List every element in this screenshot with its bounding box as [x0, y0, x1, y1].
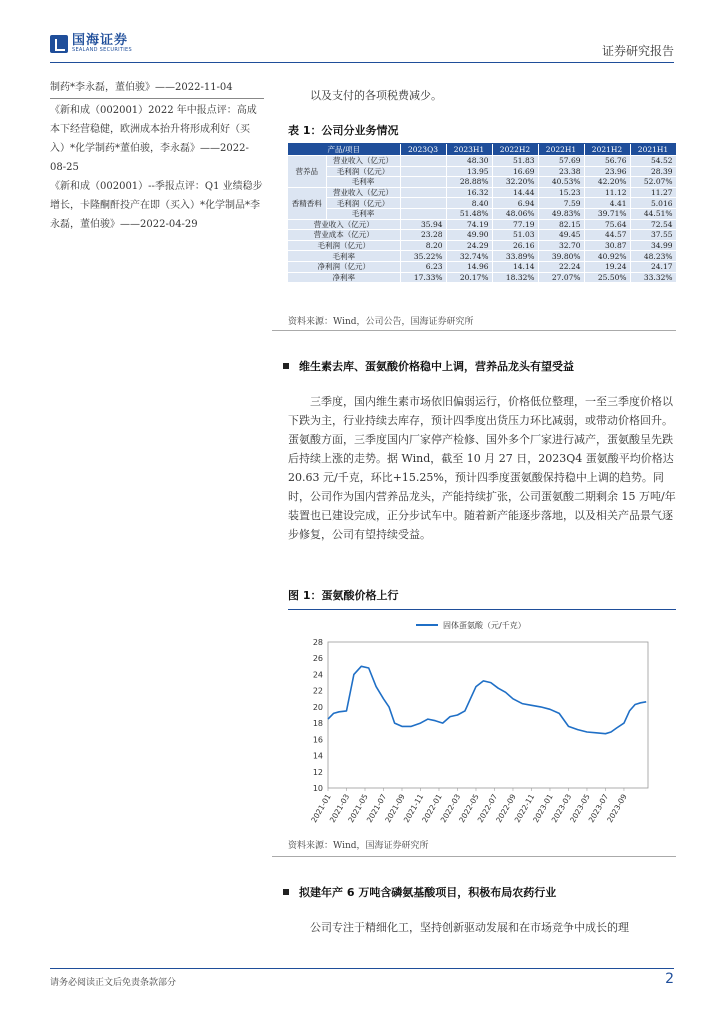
- table-cell: 23.28: [400, 230, 446, 241]
- table1-source: [288, 314, 676, 327]
- table-cell: [400, 198, 446, 209]
- figure1-source-text: 资料来源：Wind，国海证券研究所: [288, 841, 429, 851]
- table-row: [288, 177, 676, 188]
- table-cell: 39.71%: [584, 208, 630, 219]
- figure1-caption-line: [288, 609, 676, 610]
- table-cell: [400, 187, 446, 198]
- x-tick-label: 2022-03: [438, 792, 463, 825]
- table-row: [288, 272, 676, 283]
- table-label-cell: 毛利率: [326, 177, 400, 188]
- section1-body: [288, 392, 676, 544]
- table-cell: 33.89%: [492, 251, 538, 262]
- table-header-cell: 产品/项目: [288, 144, 400, 156]
- logo-en: SEALAND SECURITIES: [72, 47, 132, 53]
- x-tick-label: 2021-03: [327, 792, 352, 825]
- table-row: [288, 240, 676, 251]
- x-tick-label: 2022-07: [475, 792, 500, 825]
- table-cell: 48.23%: [630, 251, 676, 262]
- table-cell: 15.23: [538, 187, 584, 198]
- table-row: [288, 198, 676, 209]
- page-number: 2: [665, 971, 674, 987]
- table-cell: 24.17: [630, 261, 676, 272]
- table-cell: 32.20%: [492, 177, 538, 188]
- x-tick-label: 2021-11: [401, 792, 426, 825]
- figure1-caption-wrap: [288, 587, 676, 610]
- table-header-cell: 2021H1: [630, 144, 676, 156]
- x-tick-label: 2021-09: [383, 792, 407, 825]
- table-cell: 23.96: [584, 166, 630, 177]
- table-cell: 8.20: [400, 240, 446, 251]
- table-cell: 44.57: [584, 230, 630, 241]
- table-row: [288, 219, 676, 230]
- table-cell: 49.90: [446, 230, 492, 241]
- header-divider: [50, 62, 674, 63]
- table-cell: 56.76: [584, 156, 630, 167]
- table-cell: 27.07%: [538, 272, 584, 283]
- table1-caption-wrap: [288, 122, 676, 144]
- related-report-divider: [50, 98, 264, 99]
- table-cell: 42.20%: [584, 177, 630, 188]
- section1-title: 维生素去库、蛋氨酸价格稳中上调，营养品龙头有望受益: [299, 360, 574, 373]
- table-cell: 35.22%: [400, 251, 446, 262]
- table-label-cell: 营业收入（亿元）: [326, 187, 400, 198]
- table-group-cell: 营养品: [288, 156, 326, 188]
- table-header-cell: 2023H1: [446, 144, 492, 156]
- table-cell: 7.59: [538, 198, 584, 209]
- related-report-item: 《新和成（002001）2022 年中报点评：高成本下经营稳健，欧洲成本抬升将形成利好（买入）*化学制药*董伯骏，李永磊》——2022-08-25: [50, 105, 257, 173]
- table-cell: 48.30: [446, 156, 492, 167]
- table-cell: 35.94: [400, 219, 446, 230]
- legend-label: 固体蛋氨酸（元/千克）: [443, 621, 526, 630]
- table-cell: 24.29: [446, 240, 492, 251]
- table-cell: 57.69: [538, 156, 584, 167]
- table-cell: 25.50%: [584, 272, 630, 283]
- table-cell: 34.99: [630, 240, 676, 251]
- table1-source-text: 资料来源：Wind，公司公告，国海证券研究所: [288, 317, 474, 327]
- table-cell: 8.40: [446, 198, 492, 209]
- table-label-cell: 净利率: [288, 272, 400, 283]
- table-cell: [400, 156, 446, 167]
- x-tick-label: 2023-01: [531, 792, 555, 825]
- figure1-source: [288, 838, 676, 851]
- section2-divider: [272, 856, 676, 857]
- table-header-cell: 2023Q3: [400, 144, 446, 156]
- table-label-cell: 毛利润（亿元）: [326, 166, 400, 177]
- methionine-price-chart: [288, 612, 676, 832]
- table-cell: 51.48%: [446, 208, 492, 219]
- table-label-cell: 毛利润（亿元）: [326, 198, 400, 209]
- figure1-caption: 图 1：蛋氨酸价格上行: [288, 589, 399, 602]
- table-cell: 30.87: [584, 240, 630, 251]
- table-group-cell: 香精香料: [288, 187, 326, 219]
- y-tick-label: 20: [312, 702, 323, 712]
- related-reports: [50, 78, 264, 234]
- table-cell: 14.14: [492, 261, 538, 272]
- table-cell: 22.24: [538, 261, 584, 272]
- table-cell: 32.70: [538, 240, 584, 251]
- y-tick-label: 18: [312, 719, 323, 729]
- table-cell: 48.06%: [492, 208, 538, 219]
- table-cell: 6.23: [400, 261, 446, 272]
- table-cell: 75.64: [584, 219, 630, 230]
- x-tick-label: 2022-05: [457, 792, 481, 825]
- table-label-cell: 营业收入（亿元）: [326, 156, 400, 167]
- related-report-item: 制药*李永磊，董伯骏》——2022-11-04: [50, 82, 233, 93]
- table-header-cell: 2021H2: [584, 144, 630, 156]
- table-cell: 40.92%: [584, 251, 630, 262]
- table-label-cell: 毛利润（亿元）: [288, 240, 400, 251]
- table-cell: 37.55: [630, 230, 676, 241]
- y-tick-label: 28: [312, 638, 323, 647]
- table-cell: 11.12: [584, 187, 630, 198]
- footer-disclaimer: 请务必阅读正文后免责条款部分: [50, 978, 177, 988]
- table-cell: 49.83%: [538, 208, 584, 219]
- table-cell: 74.19: [446, 219, 492, 230]
- section1-paragraph: 三季度，国内维生素市场依旧偏弱运行，价格低位整理，一至三季度价格以下跌为主，行业持续去库存，预计四季度出货压力环比减弱，或带动价格回升。蛋氨酸方面，三季度国内厂家停产检修、国外多个厂家进行减产，蛋氨酸呈先跌后持续上涨的走势。据 Wind，截至 10 月 27 日，2023Q4 蛋氨酸平均价格达 20.63 元/千克，环比+15.25%，预计四季度蛋氨酸保持稳中上调的趋势。同时，公司作为国内营养品龙头，产能持续扩张，公司蛋氨酸二期剩余 15 万吨/年装置也已建设完成，正分步试车中。随着新产能逐步落地，以及相关产品景气逐步修复，公司有望持续受益。: [288, 395, 676, 541]
- y-tick-label: 10: [312, 784, 323, 793]
- table-cell: 28.88%: [446, 177, 492, 188]
- section2-body: [288, 918, 676, 937]
- section2-heading: [283, 884, 556, 900]
- table-cell: 17.33%: [400, 272, 446, 283]
- footer-divider: [50, 968, 674, 969]
- x-tick-label: 2021-05: [346, 792, 370, 825]
- table-cell: 54.52: [630, 156, 676, 167]
- x-tick-label: 2022-01: [420, 792, 444, 825]
- x-tick-label: 2023-07: [586, 792, 611, 825]
- section1-divider: [272, 330, 676, 331]
- section2-title: 拟建年产 6 万吨含磷氨基酸项目，积极布局农药行业: [299, 886, 557, 899]
- bullet-square-icon: [283, 889, 289, 895]
- table-header-cell: 2022H2: [492, 144, 538, 156]
- table-row: [288, 208, 676, 219]
- logo-cn: 国海证券: [72, 33, 129, 48]
- y-tick-label: 24: [312, 670, 323, 680]
- table-cell: [400, 166, 446, 177]
- table-cell: 5.016: [630, 198, 676, 209]
- table-label-cell: 净利润（亿元）: [288, 261, 400, 272]
- logo-mark-icon: [50, 35, 68, 53]
- table-cell: 32.74%: [446, 251, 492, 262]
- table-label-cell: 毛利率: [326, 208, 400, 219]
- table-cell: 51.83: [492, 156, 538, 167]
- table-cell: 19.24: [584, 261, 630, 272]
- table-row: [288, 187, 676, 198]
- x-tick-label: 2023-05: [568, 792, 592, 825]
- table-cell: 39.80%: [538, 251, 584, 262]
- intro-line: 以及支付的各项税费减少。: [310, 89, 442, 102]
- table-label-cell: 毛利率: [288, 251, 400, 262]
- table-cell: 52.07%: [630, 177, 676, 188]
- table-cell: [400, 177, 446, 188]
- table-row: [288, 230, 676, 241]
- table-cell: 6.94: [492, 198, 538, 209]
- table1-caption: 表 1：公司分业务情况: [288, 124, 399, 137]
- table-label-cell: 营业收入（亿元）: [288, 219, 400, 230]
- x-tick-label: 2022-11: [512, 792, 537, 825]
- table-cell: 33.32%: [630, 272, 676, 283]
- table-cell: 49.45: [538, 230, 584, 241]
- table-cell: 16.32: [446, 187, 492, 198]
- table1: [288, 144, 676, 283]
- table-cell: 51.03: [492, 230, 538, 241]
- table-row: [288, 261, 676, 272]
- section2-paragraph: 公司专注于精细化工，坚持创新驱动发展和在市场竞争中成长的理: [310, 921, 629, 934]
- x-tick-label: 2021-01: [309, 792, 333, 825]
- table-cell: 82.15: [538, 219, 584, 230]
- y-tick-label: 16: [312, 735, 323, 745]
- table-cell: [400, 208, 446, 219]
- section1-heading: [283, 358, 574, 374]
- table-cell: 16.69: [492, 166, 538, 177]
- related-report-item: 《新和成（002001）--季报点评：Q1 业绩稳步增长，卡隆酮酐投产在即（买入）*化学制品*李永磊，董伯骏》——2022-04-29: [50, 181, 263, 230]
- x-tick-label: 2023-09: [605, 792, 629, 825]
- company-logo: [50, 34, 132, 53]
- table-row: [288, 251, 676, 262]
- x-tick-label: 2023-03: [549, 792, 574, 825]
- table-cell: 72.54: [630, 219, 676, 230]
- report-type: 证券研究报告: [601, 44, 674, 58]
- y-tick-label: 12: [312, 767, 323, 777]
- table-cell: 20.17%: [446, 272, 492, 283]
- table-label-cell: 营业成本（亿元）: [288, 230, 400, 241]
- table-cell: 14.96: [446, 261, 492, 272]
- table-cell: 44.51%: [630, 208, 676, 219]
- bullet-square-icon: [283, 363, 289, 369]
- table-cell: 26.16: [492, 240, 538, 251]
- table-cell: 18.32%: [492, 272, 538, 283]
- table-header-cell: 2022H1: [538, 144, 584, 156]
- table-row: [288, 166, 676, 177]
- table-cell: 77.19: [492, 219, 538, 230]
- table-cell: 11.27: [630, 187, 676, 198]
- table-cell: 28.39: [630, 166, 676, 177]
- plot-frame: [328, 642, 648, 788]
- y-tick-label: 14: [312, 751, 323, 761]
- table-cell: 23.38: [538, 166, 584, 177]
- table-cell: 14.44: [492, 187, 538, 198]
- table-cell: 13.95: [446, 166, 492, 177]
- x-tick-label: 2022-09: [494, 792, 518, 825]
- series-line: [328, 666, 646, 733]
- table-cell: 40.53%: [538, 177, 584, 188]
- table-header-row: [288, 144, 676, 156]
- y-tick-label: 26: [312, 654, 323, 664]
- table-cell: 4.41: [584, 198, 630, 209]
- table-row: [288, 156, 676, 167]
- y-tick-label: 22: [312, 686, 323, 696]
- x-tick-label: 2021-07: [364, 792, 389, 825]
- intro-line-wrap: [288, 86, 676, 105]
